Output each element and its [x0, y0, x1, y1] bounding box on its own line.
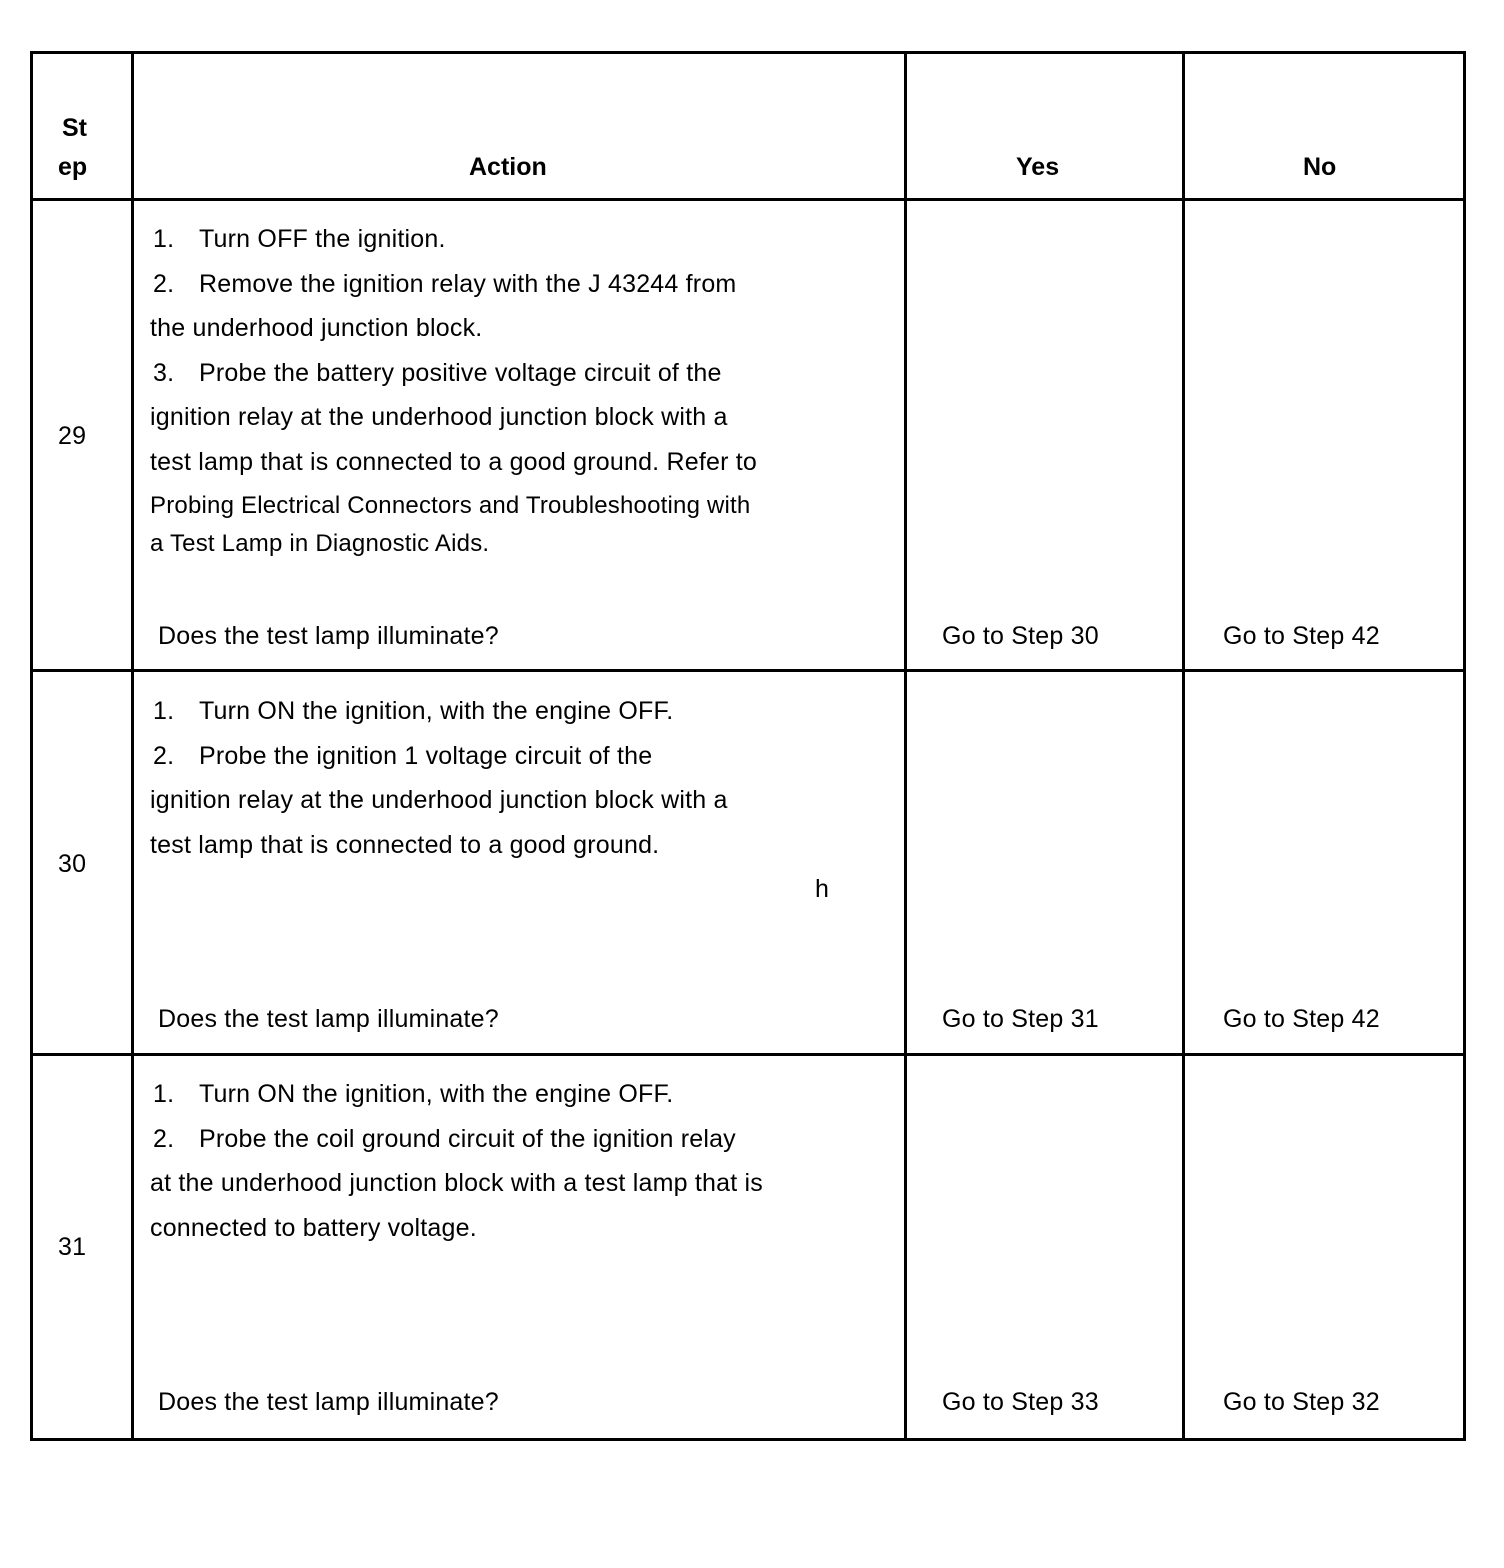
action-number: 1.: [153, 697, 175, 725]
action-continuation: Probing Electrical Connectors and Troubleshooting with: [150, 492, 751, 519]
action-number: 2.: [153, 270, 175, 298]
header-yes: Yes: [1016, 153, 1060, 181]
action-line: [153, 272, 736, 297]
row-divider-29: [30, 669, 1466, 672]
header-no: No: [1303, 153, 1337, 181]
action-text: Probe the coil ground circuit of the ignition relay: [199, 1125, 736, 1153]
action-continuation: test lamp that is connected to a good ground.: [150, 831, 660, 859]
action-continuation: at the underhood junction block with a test lamp that is: [150, 1169, 763, 1197]
question-text: Does the test lamp illuminate?: [158, 1388, 499, 1416]
yes-result: Go to Step 30: [942, 622, 1099, 650]
column-divider-action: [904, 51, 907, 1441]
action-number: 2.: [153, 1125, 175, 1153]
yes-result: Go to Step 31: [942, 1005, 1099, 1033]
header-step-line2: ep: [58, 153, 88, 181]
action-number: 1.: [153, 225, 175, 253]
header-divider: [30, 198, 1466, 201]
action-continuation: a Test Lamp in Diagnostic Aids.: [150, 530, 490, 557]
action-continuation: ignition relay at the underhood junction block with a: [150, 786, 728, 814]
action-number: 2.: [153, 742, 175, 770]
action-continuation: the underhood junction block.: [150, 314, 483, 342]
column-divider-step: [131, 51, 134, 1441]
row-divider-30: [30, 1053, 1466, 1056]
no-result: Go to Step 42: [1223, 1005, 1380, 1033]
no-result: Go to Step 32: [1223, 1388, 1380, 1416]
action-line: [153, 1127, 736, 1152]
header-action: Action: [469, 153, 547, 181]
action-text: Turn OFF the ignition.: [199, 225, 446, 253]
step-number: 29: [58, 422, 87, 450]
action-number: 1.: [153, 1080, 175, 1108]
question-text: Does the test lamp illuminate?: [158, 622, 499, 650]
header-step-line1: St: [62, 114, 87, 142]
action-continuation: ignition relay at the underhood junction block with a: [150, 403, 728, 431]
action-continuation: test lamp that is connected to a good ground. Refer to: [150, 448, 758, 476]
action-line: [153, 1082, 673, 1107]
action-line: [153, 744, 652, 769]
question-text: Does the test lamp illuminate?: [158, 1005, 499, 1033]
action-text: Probe the ignition 1 voltage circuit of the: [199, 742, 653, 770]
column-divider-yes: [1182, 51, 1185, 1441]
action-text: Turn ON the ignition, with the engine OFF.: [199, 697, 674, 725]
action-text: Probe the battery positive voltage circuit of the: [199, 359, 722, 387]
no-result: Go to Step 42: [1223, 622, 1380, 650]
action-line: [153, 227, 446, 252]
action-line: [153, 699, 673, 724]
action-line: [153, 361, 722, 386]
action-text: Remove the ignition relay with the J 43244 from: [199, 270, 737, 298]
step-number: 31: [58, 1233, 87, 1261]
stray-character: h: [815, 875, 830, 903]
step-number: 30: [58, 850, 87, 878]
yes-result: Go to Step 33: [942, 1388, 1099, 1416]
action-continuation: connected to battery voltage.: [150, 1214, 477, 1242]
action-text: Turn ON the ignition, with the engine OFF.: [199, 1080, 674, 1108]
action-number: 3.: [153, 359, 175, 387]
